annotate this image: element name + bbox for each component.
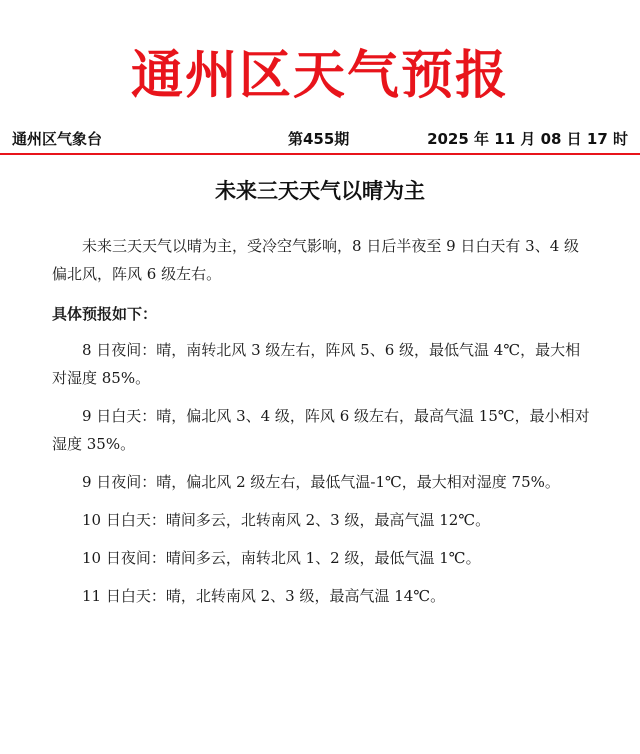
issue-info-bar — [12, 128, 628, 150]
issue-number: 第455期 — [288, 130, 350, 148]
forecast-item-11-day: 11 日白天：晴，北转南风 2、3 级，最高气温 14℃。 — [82, 587, 446, 605]
forecast-item-10-day: 10 日白天：晴间多云，北转南风 2、3 级，最高气温 12℃。 — [82, 511, 491, 529]
forecast-item-10-night: 10 日夜间：晴间多云，南转北风 1、2 级，最低气温 1℃。 — [82, 549, 481, 567]
forecast-item-8-night: 8 日夜间：晴，南转北风 3 级左右，阵风 5、6 级，最低气温 4℃，最大相对湿度 85%。 — [52, 341, 581, 387]
forecast-item-9-day: 9 日白天：晴，偏北风 3、4 级，阵风 6 级左右，最高气温 15℃，最小相对湿度 35%。 — [52, 407, 590, 453]
article-body — [52, 232, 590, 620]
issuing-org: 通州区气象台 — [12, 130, 103, 148]
summary-paragraph: 未来三天天气以晴为主，受冷空气影响，8 日后半夜至 9 日白天有 3、4 级偏北风，阵风 6 级左右。 — [52, 237, 580, 283]
forecast-heading: 具体预报如下： — [52, 305, 158, 323]
issue-date: 2025 年 11 月 08 日 17 时 — [427, 130, 628, 148]
red-divider — [0, 153, 640, 155]
forecast-item-9-night: 9 日夜间：晴，偏北风 2 级左右，最低气温-1℃，最大相对湿度 75%。 — [82, 473, 560, 491]
article-headline: 未来三天天气以晴为主 — [215, 179, 425, 203]
masthead-title: 通州区天气预报 — [130, 45, 509, 106]
